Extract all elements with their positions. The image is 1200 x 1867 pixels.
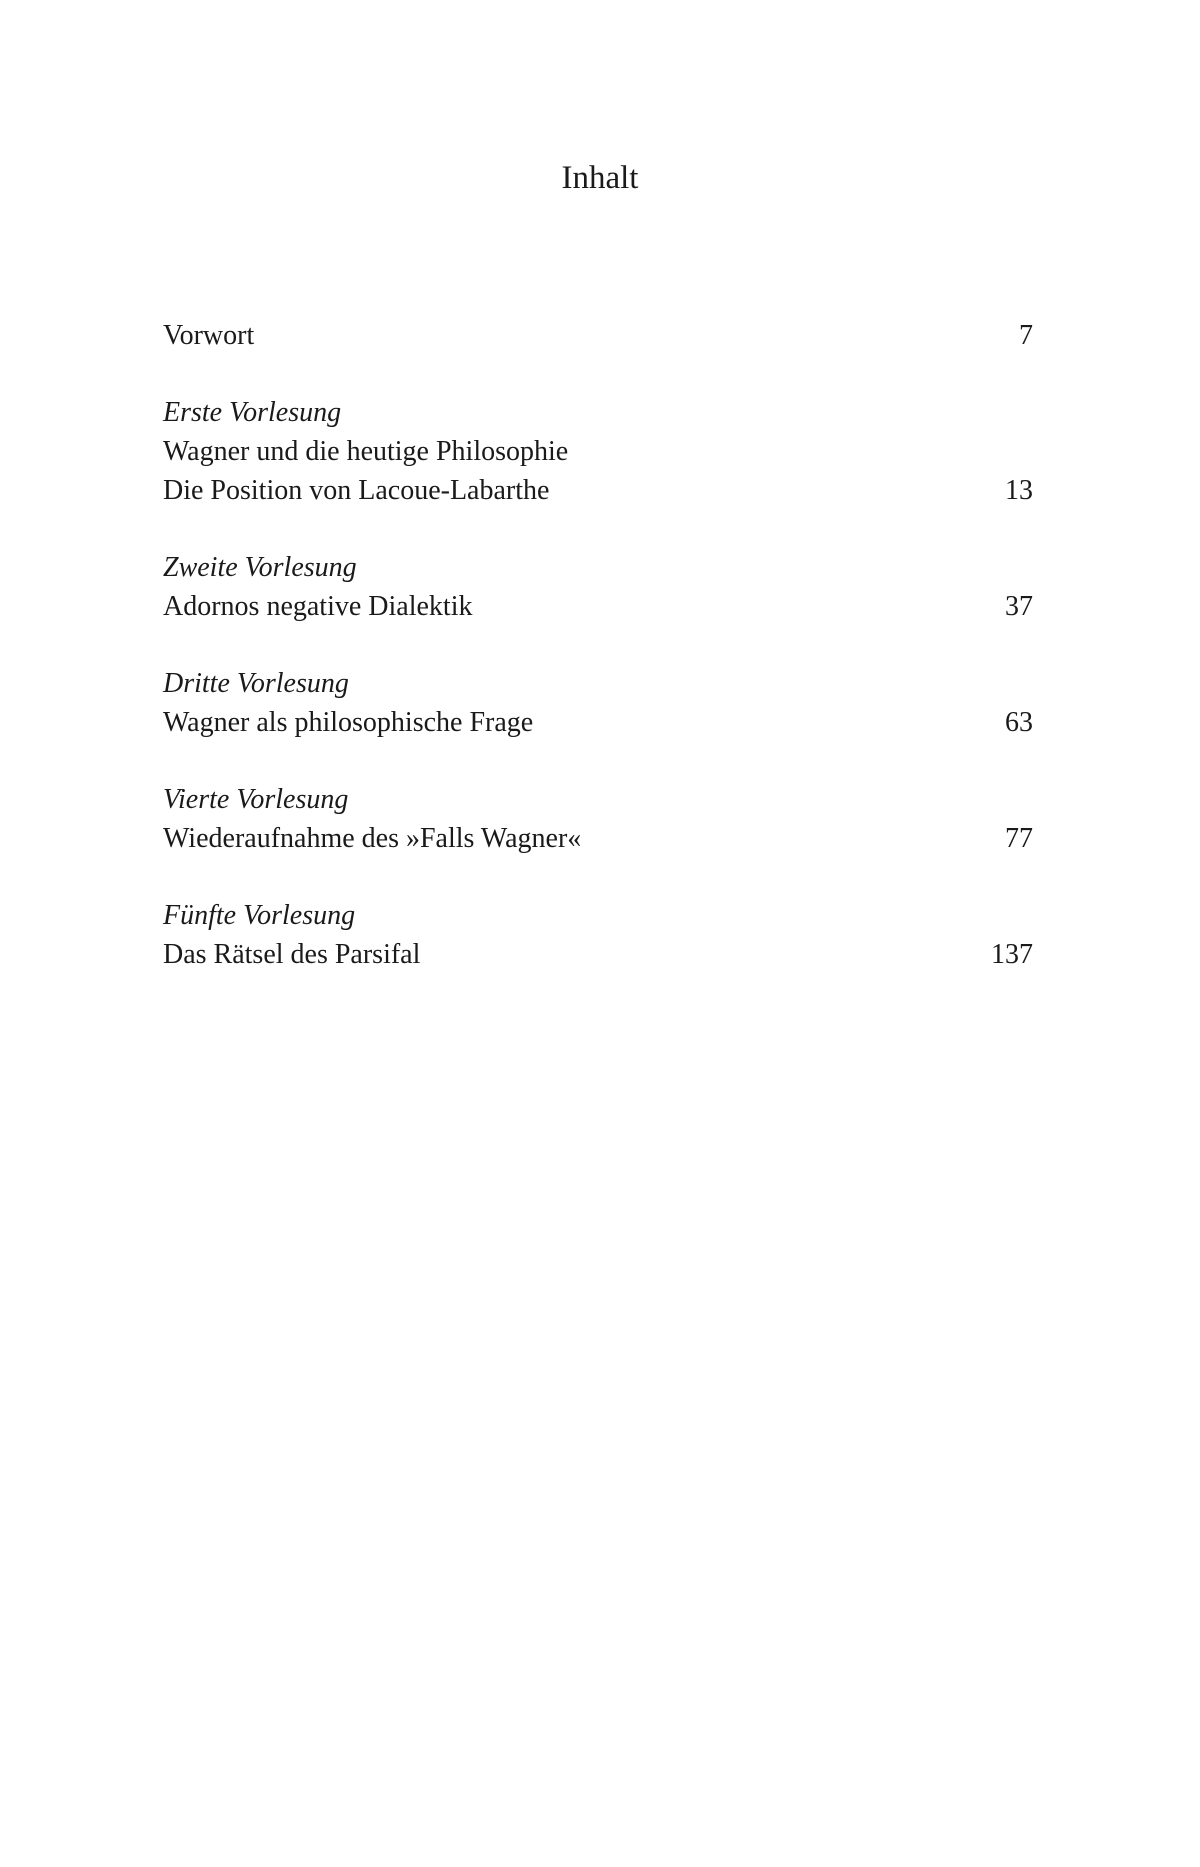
toc-entry-vorwort	[163, 316, 1033, 355]
toc-entry-title: Wagner und die heutige Philosophie	[163, 436, 569, 467]
toc-lecture-label: Zweite Vorlesung	[163, 552, 357, 583]
toc-lecture-label-line	[163, 393, 1033, 432]
toc-line	[163, 819, 1033, 858]
toc-page-number: 137	[991, 939, 1033, 970]
toc-line	[163, 703, 1033, 742]
page-title: Inhalt	[561, 160, 639, 196]
toc-entry-title: Vorwort	[163, 320, 255, 351]
toc-lecture-label-line	[163, 664, 1033, 703]
toc-entry-title: Adornos negative Dialektik	[163, 591, 473, 622]
toc-lecture-label-line	[163, 780, 1033, 819]
toc-entry-fuenfte-vorlesung	[163, 896, 1033, 974]
toc-entry-dritte-vorlesung	[163, 664, 1033, 742]
toc-entry-title: Die Position von Lacoue-Labarthe	[163, 475, 550, 506]
toc-page-number: 77	[1005, 823, 1033, 854]
toc-page-number: 37	[1005, 591, 1033, 622]
toc-lecture-label: Dritte Vorlesung	[163, 668, 349, 699]
table-of-contents	[163, 316, 1033, 1012]
toc-page-number: 63	[1005, 707, 1033, 738]
toc-entry-erste-vorlesung	[163, 393, 1033, 510]
toc-lecture-label: Erste Vorlesung	[163, 397, 342, 428]
toc-entry-vierte-vorlesung	[163, 780, 1033, 858]
toc-line	[163, 316, 1033, 355]
toc-lecture-label-line	[163, 896, 1033, 935]
toc-entry-title: Das Rätsel des Parsifal	[163, 939, 421, 970]
toc-lecture-label: Vierte Vorlesung	[163, 784, 349, 815]
toc-line	[163, 935, 1033, 974]
toc-line	[163, 432, 1033, 471]
toc-lecture-label: Fünfte Vorlesung	[163, 900, 356, 931]
toc-entry-title: Wiederaufnahme des »Falls Wagner«	[163, 823, 582, 854]
toc-lecture-label-line	[163, 548, 1033, 587]
toc-line	[163, 471, 1033, 510]
toc-entry-zweite-vorlesung	[163, 548, 1033, 626]
toc-page-number: 7	[1019, 320, 1033, 351]
toc-page-number: 13	[1005, 475, 1033, 506]
toc-entry-title: Wagner als philosophische Frage	[163, 707, 534, 738]
toc-line	[163, 587, 1033, 626]
